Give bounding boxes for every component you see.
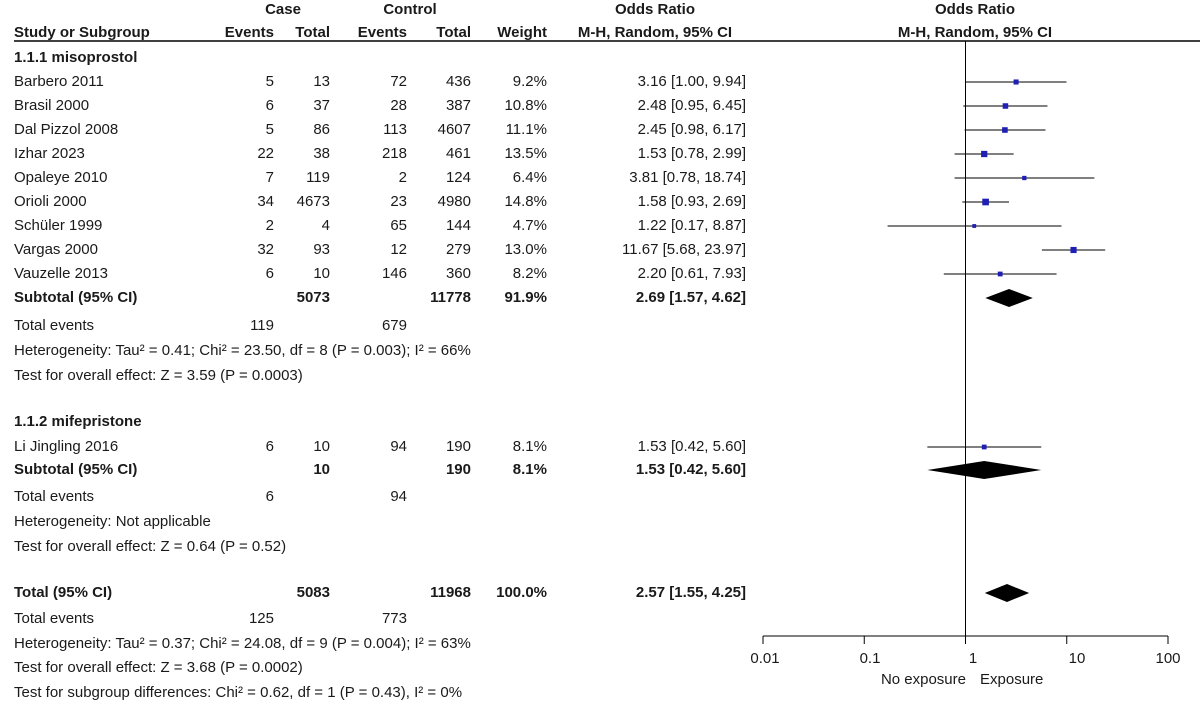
- summary-diamond: [927, 461, 1041, 479]
- total-events-label: Total events: [14, 610, 95, 627]
- weight: 8.1%: [512, 461, 547, 478]
- case-total: 5083: [296, 584, 330, 601]
- odds-ratio-ci: 1.53 [0.78, 2.99]: [637, 145, 746, 162]
- summary-diamond: [985, 289, 1032, 307]
- study-point-marker: [1003, 103, 1009, 109]
- odds-ratio-ci: 2.45 [0.98, 6.17]: [637, 121, 746, 138]
- weight: 10.8%: [504, 97, 547, 114]
- control-total: 190: [445, 461, 471, 478]
- control-events: 65: [390, 217, 407, 234]
- case-events: 6: [265, 265, 274, 282]
- group-title: 1.1.2 mifepristone: [14, 413, 142, 430]
- study-name: Dal Pizzol 2008: [14, 121, 119, 138]
- odds-ratio-ci: 1.58 [0.93, 2.69]: [637, 193, 746, 210]
- group-title: 1.1.1 misoprostol: [14, 49, 138, 66]
- study-name: Orioli 2000: [14, 193, 87, 210]
- favours-right-label: Exposure: [980, 671, 1044, 688]
- case-total: 4: [321, 217, 330, 234]
- study-point-marker: [1022, 176, 1026, 180]
- odds-ratio-header-right: Odds Ratio: [934, 1, 1015, 18]
- study-name: Li Jingling 2016: [14, 438, 119, 455]
- control-events: 113: [383, 121, 407, 138]
- control-events: 12: [390, 241, 407, 258]
- axis-tick-label: 10: [1068, 650, 1086, 667]
- study-point-marker: [982, 445, 987, 450]
- control-total: 436: [445, 73, 471, 90]
- odds-ratio-header-left: Odds Ratio: [614, 1, 695, 18]
- control-events: 679: [381, 317, 407, 334]
- study-point-marker: [1014, 79, 1019, 84]
- control-total: 11778: [430, 289, 471, 306]
- study-point-marker: [998, 272, 1003, 277]
- control-total: 4980: [437, 193, 471, 210]
- odds-ratio-ci: 2.57 [1.55, 4.25]: [635, 584, 746, 601]
- case-events: 5: [265, 73, 274, 90]
- axis-tick-label: 0.01: [750, 650, 780, 667]
- control-events: 28: [390, 97, 407, 114]
- case-events: 22: [257, 145, 274, 162]
- weight-header: Weight: [497, 24, 547, 41]
- study-name: Barbero 2011: [14, 73, 104, 90]
- study-name: Izhar 2023: [14, 145, 85, 162]
- favours-left-label: No exposure: [880, 671, 966, 688]
- case-total: 13: [313, 73, 330, 90]
- weight: 13.0%: [504, 241, 547, 258]
- control-events: 146: [381, 265, 407, 282]
- control-total: 461: [445, 145, 471, 162]
- case-events: 6: [265, 438, 274, 455]
- case-events: 32: [257, 241, 274, 258]
- study-name: Vauzelle 2013: [14, 265, 108, 282]
- summary-diamond: [985, 584, 1029, 602]
- control-events: 23: [390, 193, 407, 210]
- control-events: 2: [398, 169, 407, 186]
- total-events-label: Total events: [14, 317, 95, 334]
- case-events: 6: [265, 97, 274, 114]
- odds-ratio-ci: 1.22 [0.17, 8.87]: [637, 217, 746, 234]
- total-label: Total (95% CI): [14, 584, 113, 601]
- axis-tick-label: 0.1: [859, 650, 881, 667]
- odds-ratio-ci: 11.67 [5.68, 23.97]: [622, 241, 746, 258]
- control-events-header: Events: [357, 24, 407, 41]
- weight: 4.7%: [512, 217, 547, 234]
- control-events: 94: [390, 488, 407, 505]
- case-total: 119: [306, 169, 330, 186]
- control-events: 72: [390, 73, 407, 90]
- weight: 9.2%: [512, 73, 547, 90]
- study-point-marker: [972, 224, 976, 228]
- weight: 6.4%: [512, 169, 547, 186]
- case-total: 4673: [296, 193, 330, 210]
- weight: 91.9%: [504, 289, 547, 306]
- weight: 8.2%: [512, 265, 547, 282]
- case-total: 93: [313, 241, 330, 258]
- heterogeneity-text: Heterogeneity: Tau² = 0.41; Chi² = 23.50, df = 8 (P = 0.003); I² = 66%: [14, 342, 471, 359]
- case-total: 86: [313, 121, 330, 138]
- odds-ratio-ci: 3.81 [0.78, 18.74]: [629, 169, 746, 186]
- case-total: 10: [313, 438, 330, 455]
- axis-tick-label: 100: [1155, 650, 1181, 667]
- weight: 100.0%: [496, 584, 547, 601]
- case-events: 2: [265, 217, 274, 234]
- control-total-header: Total: [436, 24, 471, 41]
- control-events: 94: [390, 438, 407, 455]
- control-total: 190: [445, 438, 471, 455]
- study-point-marker: [1070, 247, 1076, 253]
- study-name: Opaleye 2010: [14, 169, 108, 186]
- control-events: 218: [381, 145, 407, 162]
- subtotal-label: Subtotal (95% CI): [14, 289, 138, 306]
- case-events: 119: [250, 317, 274, 334]
- study-column-header: Study or Subgroup: [14, 24, 150, 41]
- case-total: 10: [313, 461, 330, 478]
- weight: 13.5%: [504, 145, 547, 162]
- case-total: 5073: [296, 289, 330, 306]
- study-point-marker: [982, 199, 989, 206]
- overall-effect-text: Test for overall effect: Z = 0.64 (P = 0.52): [14, 538, 287, 555]
- method-header-right: M-H, Random, 95% CI: [897, 24, 1053, 41]
- control-total: 279: [445, 241, 471, 258]
- overall-effect-text: Test for overall effect: Z = 3.68 (P = 0.0002): [14, 659, 303, 676]
- case-total-header: Total: [295, 24, 330, 41]
- total-events-label: Total events: [14, 488, 95, 505]
- case-events-header: Events: [224, 24, 274, 41]
- case-events: 6: [265, 488, 274, 505]
- odds-ratio-ci: 1.53 [0.42, 5.60]: [635, 461, 746, 478]
- case-total: 10: [313, 265, 330, 282]
- method-header-left: M-H, Random, 95% CI: [577, 24, 733, 41]
- control-total: 124: [445, 169, 471, 186]
- study-point-marker: [1002, 127, 1008, 133]
- case-events: 125: [248, 610, 274, 627]
- heterogeneity-text: Heterogeneity: Not applicable: [14, 513, 211, 530]
- weight: 8.1%: [512, 438, 547, 455]
- odds-ratio-ci: 2.69 [1.57, 4.62]: [635, 289, 746, 306]
- control-total: 4607: [437, 121, 471, 138]
- odds-ratio-ci: 1.53 [0.42, 5.60]: [637, 438, 746, 455]
- case-events: 34: [257, 193, 274, 210]
- subtotal-label: Subtotal (95% CI): [14, 461, 138, 478]
- study-name: Brasil 2000: [14, 97, 90, 114]
- odds-ratio-ci: 2.48 [0.95, 6.45]: [637, 97, 746, 114]
- case-total: 37: [313, 97, 330, 114]
- odds-ratio-ci: 3.16 [1.00, 9.94]: [637, 73, 746, 90]
- heterogeneity-text: Heterogeneity: Tau² = 0.37; Chi² = 24.08, df = 9 (P = 0.004); I² = 63%: [14, 635, 471, 652]
- weight: 11.1%: [505, 121, 547, 138]
- overall-effect-text: Test for overall effect: Z = 3.59 (P = 0.0003): [14, 367, 303, 384]
- control-total: 144: [445, 217, 471, 234]
- control-header: Control: [383, 1, 437, 18]
- control-total: 11968: [430, 584, 471, 601]
- weight: 14.8%: [504, 193, 547, 210]
- case-events: 5: [265, 121, 274, 138]
- study-name: Schüler 1999: [14, 217, 103, 234]
- subgroup-difference-text: Test for subgroup differences: Chi² = 0.62, df = 1 (P = 0.43), I² = 0%: [14, 684, 463, 701]
- control-events: 773: [381, 610, 407, 627]
- study-point-marker: [981, 151, 987, 157]
- odds-ratio-ci: 2.20 [0.61, 7.93]: [637, 265, 746, 282]
- axis-tick-label: 1: [968, 650, 978, 667]
- case-total: 38: [313, 145, 330, 162]
- study-name: Vargas 2000: [14, 241, 98, 258]
- case-header: Case: [265, 1, 301, 18]
- case-events: 7: [265, 169, 274, 186]
- control-total: 360: [445, 265, 471, 282]
- control-total: 387: [445, 97, 471, 114]
